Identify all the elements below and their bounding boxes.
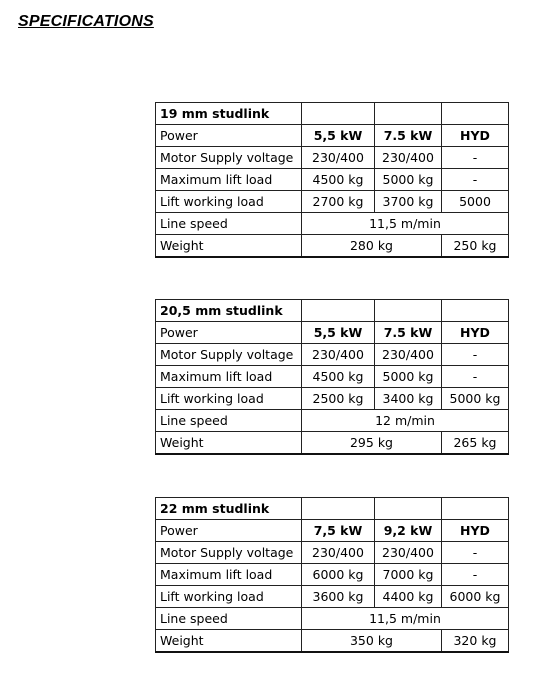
- power-a: 5,5 kW: [302, 125, 375, 147]
- max-load-b: 5000 kg: [375, 169, 442, 191]
- table-row-weight: [156, 630, 509, 653]
- table-title-row: [156, 103, 509, 125]
- empty-cell: [302, 498, 375, 520]
- max-load-a: 6000 kg: [302, 564, 375, 586]
- weight-ab: 350 kg: [302, 630, 442, 653]
- empty-cell: [375, 498, 442, 520]
- empty-cell: [442, 300, 509, 322]
- row-label: Lift working load: [156, 191, 302, 213]
- table-title: 20,5 mm studlink: [156, 300, 302, 322]
- spec-table-20-5mm: [155, 299, 509, 455]
- power-b: 9,2 kW: [375, 520, 442, 542]
- page-heading: SPECIFICATIONS: [18, 13, 154, 30]
- table-row-weight: [156, 432, 509, 455]
- table-title-row: [156, 498, 509, 520]
- table-row-line-speed: [156, 213, 509, 235]
- table-row-weight: [156, 235, 509, 258]
- table-title-row: [156, 300, 509, 322]
- voltage-b: 230/400: [375, 344, 442, 366]
- max-load-b: 7000 kg: [375, 564, 442, 586]
- voltage-c: -: [442, 147, 509, 169]
- table-row-voltage: [156, 542, 509, 564]
- working-load-c: 5000 kg: [442, 388, 509, 410]
- row-label: Power: [156, 322, 302, 344]
- row-label: Weight: [156, 630, 302, 653]
- power-c: HYD: [442, 520, 509, 542]
- row-label: Line speed: [156, 410, 302, 432]
- power-a: 7,5 kW: [302, 520, 375, 542]
- row-label: Maximum lift load: [156, 366, 302, 388]
- row-label: Weight: [156, 235, 302, 258]
- working-load-a: 3600 kg: [302, 586, 375, 608]
- working-load-a: 2500 kg: [302, 388, 375, 410]
- voltage-a: 230/400: [302, 147, 375, 169]
- weight-c: 250 kg: [442, 235, 509, 258]
- power-b: 7.5 kW: [375, 322, 442, 344]
- max-load-c: -: [442, 169, 509, 191]
- table-row-voltage: [156, 344, 509, 366]
- row-label: Motor Supply voltage: [156, 344, 302, 366]
- row-label: Power: [156, 125, 302, 147]
- power-c: HYD: [442, 125, 509, 147]
- voltage-a: 230/400: [302, 542, 375, 564]
- voltage-c: -: [442, 542, 509, 564]
- weight-c: 265 kg: [442, 432, 509, 455]
- empty-cell: [375, 103, 442, 125]
- empty-cell: [442, 103, 509, 125]
- row-label: Line speed: [156, 608, 302, 630]
- table-title: 19 mm studlink: [156, 103, 302, 125]
- table-row-max-load: [156, 564, 509, 586]
- line-speed-value: 12 m/min: [302, 410, 509, 432]
- weight-ab: 280 kg: [302, 235, 442, 258]
- power-b: 7.5 kW: [375, 125, 442, 147]
- table-row-power: [156, 125, 509, 147]
- empty-cell: [442, 498, 509, 520]
- table-row-max-load: [156, 366, 509, 388]
- spec-table-22mm: [155, 497, 509, 653]
- spec-table-19mm: [155, 102, 509, 258]
- table-title: 22 mm studlink: [156, 498, 302, 520]
- row-label: Motor Supply voltage: [156, 147, 302, 169]
- table-row-power: [156, 520, 509, 542]
- max-load-b: 5000 kg: [375, 366, 442, 388]
- table-row-working-load: [156, 388, 509, 410]
- row-label: Lift working load: [156, 586, 302, 608]
- row-label: Weight: [156, 432, 302, 455]
- row-label: Line speed: [156, 213, 302, 235]
- working-load-a: 2700 kg: [302, 191, 375, 213]
- row-label: Maximum lift load: [156, 169, 302, 191]
- line-speed-value: 11,5 m/min: [302, 608, 509, 630]
- row-label: Maximum lift load: [156, 564, 302, 586]
- row-label: Power: [156, 520, 302, 542]
- table-row-line-speed: [156, 410, 509, 432]
- weight-c: 320 kg: [442, 630, 509, 653]
- working-load-c: 5000: [442, 191, 509, 213]
- max-load-c: -: [442, 564, 509, 586]
- max-load-a: 4500 kg: [302, 169, 375, 191]
- working-load-b: 4400 kg: [375, 586, 442, 608]
- table-row-working-load: [156, 191, 509, 213]
- working-load-b: 3700 kg: [375, 191, 442, 213]
- empty-cell: [302, 103, 375, 125]
- power-a: 5,5 kW: [302, 322, 375, 344]
- row-label: Motor Supply voltage: [156, 542, 302, 564]
- weight-ab: 295 kg: [302, 432, 442, 455]
- max-load-a: 4500 kg: [302, 366, 375, 388]
- table-row-working-load: [156, 586, 509, 608]
- voltage-c: -: [442, 344, 509, 366]
- row-label: Lift working load: [156, 388, 302, 410]
- empty-cell: [375, 300, 442, 322]
- voltage-b: 230/400: [375, 147, 442, 169]
- voltage-a: 230/400: [302, 344, 375, 366]
- table-row-voltage: [156, 147, 509, 169]
- max-load-c: -: [442, 366, 509, 388]
- table-row-line-speed: [156, 608, 509, 630]
- voltage-b: 230/400: [375, 542, 442, 564]
- working-load-b: 3400 kg: [375, 388, 442, 410]
- line-speed-value: 11,5 m/min: [302, 213, 509, 235]
- table-row-max-load: [156, 169, 509, 191]
- table-row-power: [156, 322, 509, 344]
- empty-cell: [302, 300, 375, 322]
- working-load-c: 6000 kg: [442, 586, 509, 608]
- power-c: HYD: [442, 322, 509, 344]
